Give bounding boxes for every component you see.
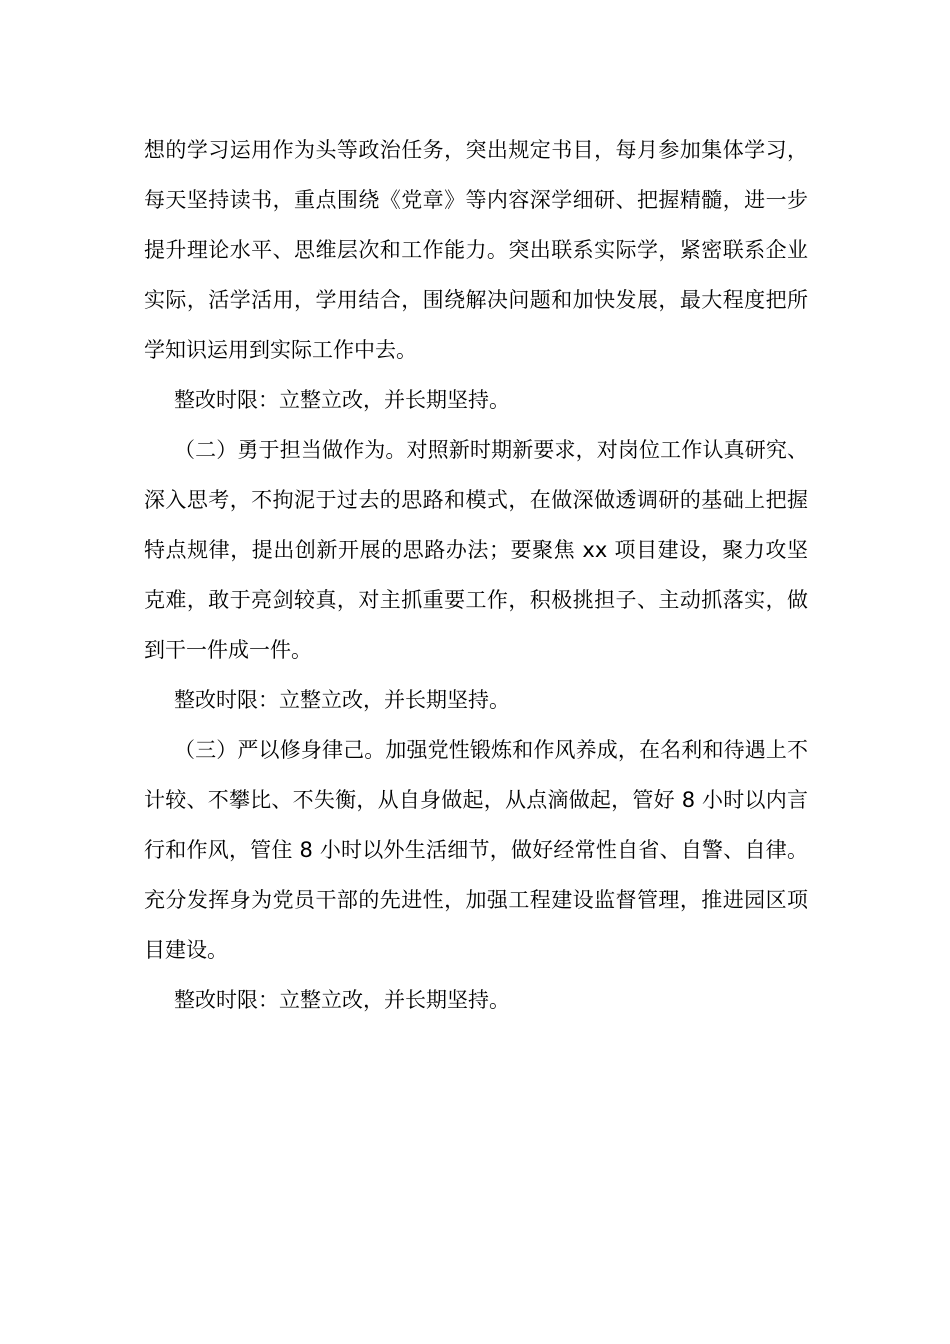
paragraph-study-continuation: 想的学习运用作为头等政治任务，突出规定书目，每月参加集体学习，每天坚持读书，重点围绕《党章》等内容深学细研、把握精髓，进一步提升理论水平、思维层次和工作能力。突出联系实际学，紧密联系企业实际，活学活用，学用结合，围绕解决问题和加快发展，最大程度把所学知识运用到实际工作中去。 [144, 138, 808, 362]
deadline-line-2: 整改时限：立整立改，并长期坚持。 [174, 688, 510, 712]
paragraph-section-2: （二）勇于担当做作为。对照新时期新要求，对岗位工作认真研究、深入思考，不拘泥于过去的思路和模式，在做深做透调研的基础上把握特点规律，提出创新开展的思路办法；要聚焦 xx 项目建设，聚力攻坚克难，敢于亮剑较真，对主抓重要工作，积极挑担子、主动抓落实，做到干一件成一件。 [144, 438, 808, 662]
deadline-line-3: 整改时限：立整立改，并长期坚持。 [174, 988, 510, 1012]
paragraph-section-3: （三）严以修身律己。加强党性锻炼和作风养成，在名利和待遇上不计较、不攀比、不失衡，从自身做起，从点滴做起，管好 8 小时以内言行和作风，管住 8 小时以外生活细节，做好经常性自省、自警、自律。充分发挥身为党员干部的先进性，加强工程建设监督管理，推进园区项目建设。 [144, 738, 808, 962]
deadline-line-1: 整改时限：立整立改，并长期坚持。 [174, 388, 510, 412]
document-body [144, 125, 808, 1025]
